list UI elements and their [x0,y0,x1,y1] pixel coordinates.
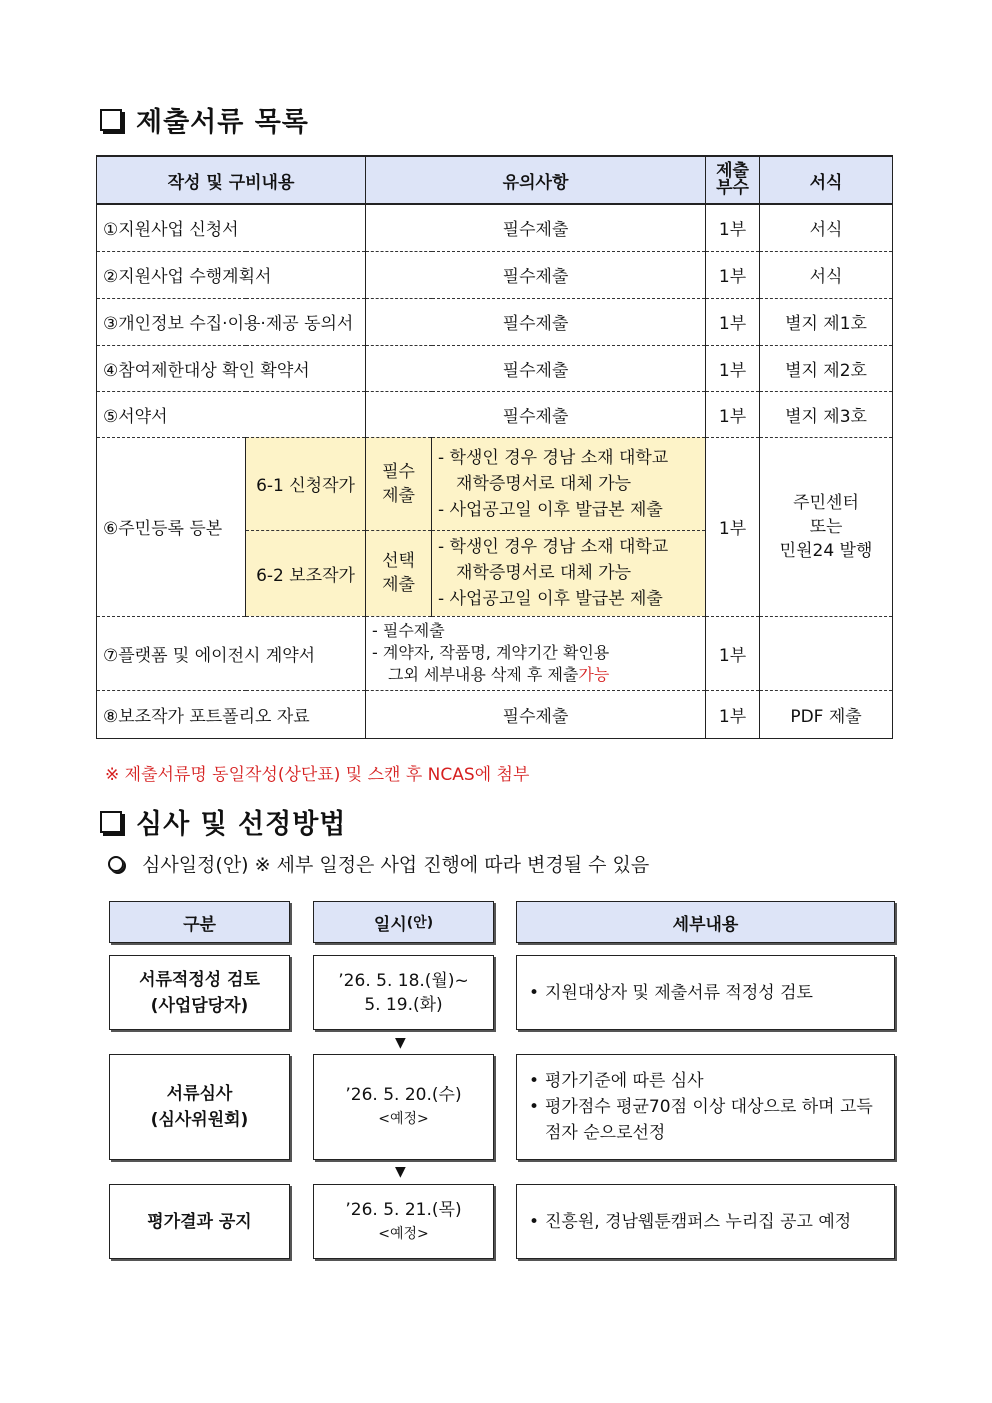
step-details [516,1184,895,1259]
copies-cell: 1부 [706,616,760,690]
list-item: • 지원대상자 및 제출서류 적정성 검토 [545,980,813,1006]
header-notes: 유의사항 [366,156,706,204]
documents-table [96,155,893,739]
copies-cell: 1부 [706,391,760,437]
list-item: • 평가점수 평균70점 이상 대상으로 하며 고득점자 순으로선정 [545,1094,882,1146]
requirement-cell: 필수 제출 [366,437,432,530]
table-row [97,204,893,251]
table-row [97,391,893,437]
step-details [516,1054,895,1160]
form-cell: 서식 [760,204,893,251]
form-cell: 별지 제1호 [760,298,893,345]
copies-cell: 1부 [706,251,760,298]
note-cell: - 학생인 경우 경남 소재 대학교 재학증명서로 대체 가능 - 사업공고일 이후 발급본 제출 [432,437,706,530]
table-row-resident [97,437,893,530]
copies-cell: 1부 [706,204,760,251]
note-cell: 필수제출 [366,204,706,251]
note-cell: - 필수제출 - 계약자, 작품명, 계약기간 확인용 그외 세부내용 삭제 후 제출가능 [366,616,706,690]
table-header-row [97,156,893,204]
item-cell: ⑧보조작가 포트폴리오 자료 [97,690,366,738]
note-cell: 필수제출 [366,298,706,345]
header-items: 작성 및 구비내용 [97,156,366,204]
form-cell: 별지 제3호 [760,391,893,437]
item-cell: ④참여제한대상 확인 확약서 [97,345,366,391]
header-form: 서식 [760,156,893,204]
requirement-cell: 선택 제출 [366,530,432,616]
table-row [97,345,893,391]
section-heading-documents [100,100,309,139]
item-cell: ①지원사업 신청서 [97,204,366,251]
note-cell: - 학생인 경우 경남 소재 대학교 재학증명서로 대체 가능 - 사업공고일 이후 발급본 제출 [432,530,706,616]
table-row [97,298,893,345]
checkbox-square-icon [100,109,122,131]
form-cell: PDF 제출 [760,690,893,738]
section-title: 심사 및 선정방법 [136,809,347,840]
header-copies: 제출 부수 [706,156,760,204]
schedule-subtitle: 심사일정(안) ※ 세부 일정은 사업 진행에 따라 변경될 수 있음 [108,850,649,877]
step-details [516,955,895,1030]
note-cell: 필수제출 [366,345,706,391]
schedule-header-details: 세부내용 [516,901,895,943]
sub-item-assistant: 6-2 보조작가 [246,530,366,616]
circle-bullet-icon [108,856,124,872]
step-date: ’26. 5. 18.(월)~ 5. 19.(화) [313,955,494,1030]
table-row-portfolio [97,690,893,738]
note-cell: 필수제출 [366,690,706,738]
copies-cell: 1부 [706,690,760,738]
form-cell: 서식 [760,251,893,298]
schedule-header-date: 일시 (안) [313,901,494,943]
table-row-contract [97,616,893,690]
sub-item-applicant: 6-1 신청작가 [246,437,366,530]
note-cell: 필수제출 [366,251,706,298]
section-title: 제출서류 목록 [136,107,309,138]
item-cell: ⑤서약서 [97,391,366,437]
list-item: • 진흥원, 경남웹툰캠퍼스 누리집 공고 예정 [545,1209,851,1235]
item-cell: ⑦플랫폼 및 에이전시 계약서 [97,616,366,690]
copies-cell: 1부 [706,437,760,616]
caution-note: ※ 제출서류명 동일작성(상단표) 및 스캔 후 NCAS에 첨부 [105,765,530,785]
table-row [97,251,893,298]
step-date: ’26. 5. 20.(수) <예정> [313,1054,494,1160]
form-cell: 주민센터 또는 민원24 발행 [760,437,893,616]
schedule-header-category: 구분 [109,901,290,943]
arrow-down-icon: ▼ [395,1164,406,1180]
item-cell: ②지원사업 수행계획서 [97,251,366,298]
item-cell: ③개인정보 수집·이용·제공 동의서 [97,298,366,345]
checkbox-square-icon [100,811,122,833]
item-cell: ⑥주민등록 등본 [97,437,246,616]
form-cell [760,616,893,690]
note-cell: 필수제출 [366,391,706,437]
list-item: • 평가기준에 따른 심사 [545,1068,882,1094]
step-name: 평가결과 공지 [109,1184,290,1259]
copies-cell: 1부 [706,298,760,345]
form-cell: 별지 제2호 [760,345,893,391]
step-date: ’26. 5. 21.(목) <예정> [313,1184,494,1259]
section-heading-review [100,802,346,841]
arrow-down-icon: ▼ [395,1035,406,1051]
copies-cell: 1부 [706,345,760,391]
step-name: 서류적정성 검토 (사업담당자) [109,955,290,1030]
step-name: 서류심사 (심사위원회) [109,1054,290,1160]
